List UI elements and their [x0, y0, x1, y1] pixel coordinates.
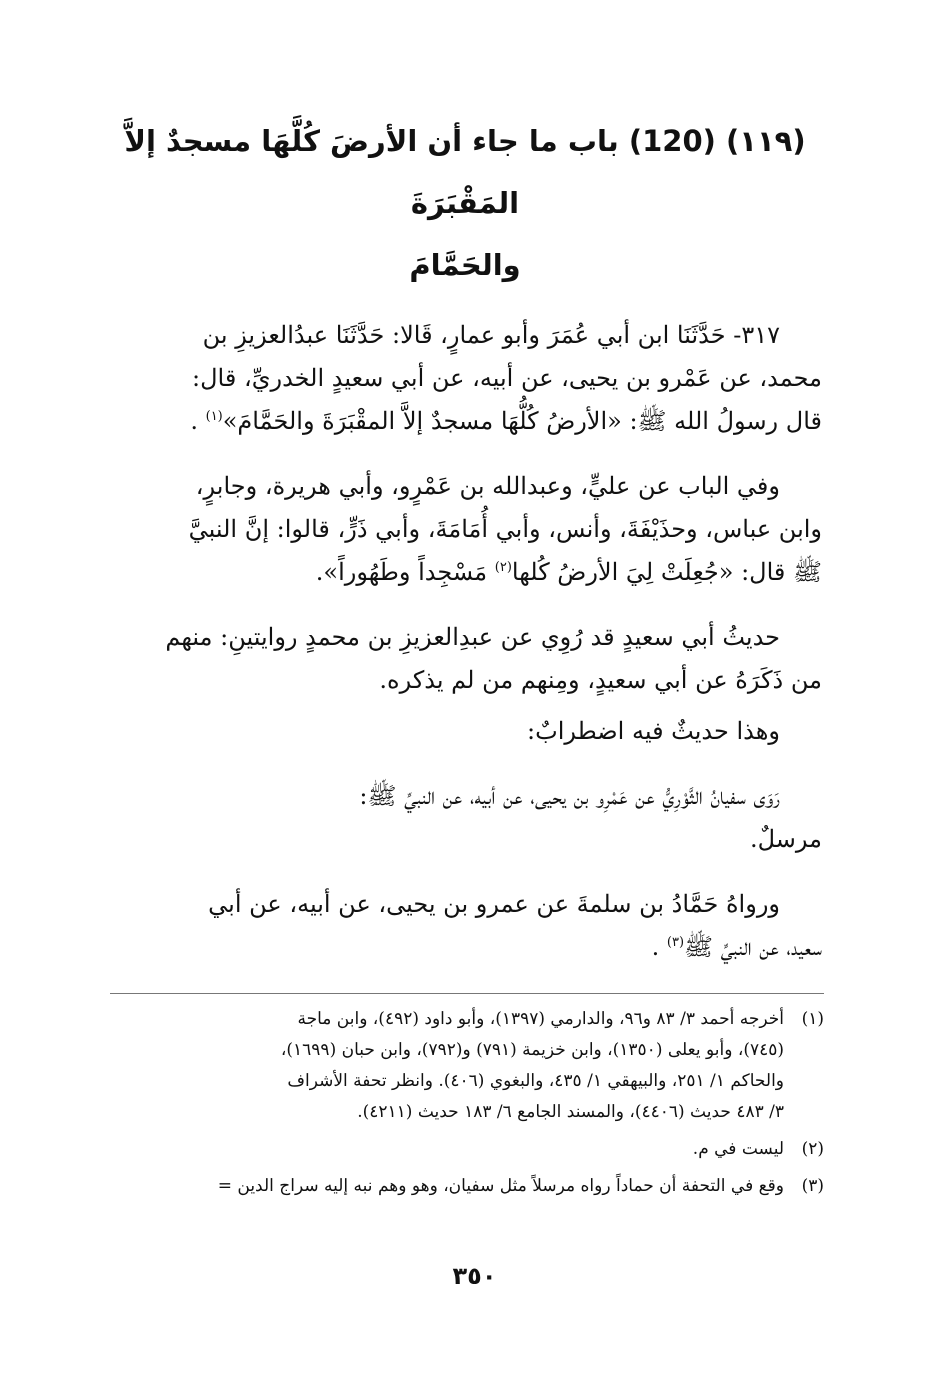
- bab-line-2: وابن عباس، وحذَيْفَةَ، وأنس، وأبي أُمَامَةَ، وأبي ذَرٍّ، قالوا: إنَّ النبيَّ: [188, 515, 822, 543]
- page-number: ٣٥٠: [452, 1262, 497, 1290]
- chapter-title-line-1: (١١٩) (120) باب ما جاء أن الأرضَ كُلَّهَا مسجدٌ إلاَّ المَقْبَرَةَ: [124, 124, 806, 220]
- hadith-317-line-3-text: قال رسولُ الله ﷺ: «الأرضُ كُلُّهَا مسجدٌ إلاَّ المقْبَرَةَ والحَمَّامَ»: [222, 407, 822, 435]
- footnote-1-line-3: والحاكم ١/ ٢٥١، والبيهقي ١/ ٤٣٥، والبغوي (٤٠٦). وانظر تحفة الأشراف: [287, 1071, 784, 1091]
- thawri-line-1: رَوَى سفيانُ الثَّوْرِيُّ عن عَمْرِو بن يحيى، عن أبيه، عن النبيِّ ﷺ:: [359, 782, 780, 810]
- hadith-317-paragraph: [108, 314, 822, 443]
- hadith-said-line-1: حديثُ أبي سعيدٍ قد رُوِي عن عبدِالعزيزِ بن محمدٍ روايتينِ: منهم: [165, 623, 780, 651]
- idtirab-paragraph: [108, 710, 822, 753]
- footnotes: [110, 1004, 824, 1208]
- hammad-line-2-b: .: [651, 933, 667, 961]
- footnote-1-line-4: ٣/ ٤٨٣ حديث (٤٤٠٦)، والمسند الجامع ٦/ ١٨٣ حديث (٤٢١١).: [357, 1102, 784, 1122]
- footnote-2-number: (٢): [801, 1139, 824, 1159]
- bab-paragraph: [108, 465, 822, 594]
- hadith-317-end: .: [190, 407, 206, 435]
- footnote-ref-3[interactable]: (٣): [666, 935, 685, 950]
- hammad-line-1: ورواهُ حَمَّادُ بن سلمةَ عن عمرو بن يحيى، عن أبيه، عن أبي: [208, 890, 780, 918]
- bab-line-3: [108, 551, 822, 594]
- footnote-ref-2[interactable]: (٢): [494, 560, 512, 575]
- hadith-317-line-3: [108, 400, 822, 443]
- page-body: [108, 110, 822, 991]
- footnote-1-number: (١): [801, 1009, 824, 1029]
- thawri-paragraph: [108, 775, 822, 861]
- footnote-divider: [110, 993, 824, 994]
- hadith-said-paragraph: [108, 616, 822, 702]
- thawri-line-2: مرسلٌ.: [749, 825, 822, 853]
- footnote-3-body: [110, 1171, 784, 1202]
- bab-line-3-a: ﷺ قال: «جُعِلَتْ لِيَ الأرضُ كُلها: [511, 558, 822, 586]
- footnote-1: [110, 1004, 824, 1128]
- hammad-line-2: [108, 926, 822, 969]
- bab-line-1: وفي الباب عن عليٍّ، وعبدالله بن عَمْرٍو، وأبي هريرة، وجابرٍ،: [195, 472, 780, 500]
- footnote-3-line-1: وقع في التحفة أن حماداً رواه مرسلاً مثل سفيان، وهو وهم نبه إليه سراج الدين =: [217, 1176, 784, 1196]
- footnote-1-body: [110, 1004, 784, 1128]
- footnote-2: [110, 1134, 824, 1165]
- chapter-title-line-2: والحَمَّامَ: [409, 248, 521, 282]
- idtirab-line: وهذا حديثٌ فيه اضطرابٌ:: [527, 717, 780, 745]
- chapter-title: [108, 110, 822, 296]
- hadith-317-line-2: محمد، عن عَمْرو بن يحيى، عن أبيه، عن أبي سعيدٍ الخدريِّ، قال:: [192, 364, 822, 392]
- bab-line-3-b: مَسْجِداً وطَهُوراً».: [315, 558, 495, 586]
- hammad-line-2-a: سعيد، عن النبيِّ ﷺ: [684, 933, 822, 961]
- hadith-said-line-2: من ذَكَرَهُ عن أبي سعيدٍ، ومِنهم من لم يذكره.: [379, 666, 822, 694]
- footnote-3: [110, 1171, 824, 1202]
- footnote-1-line-2: (٧٤٥)، وأبو يعلى (١٣٥٠)، وابن خزيمة (٧٩١) و(٧٩٢)، وابن حبان (١٦٩٩)،: [280, 1040, 784, 1060]
- footnote-1-line-1: أخرجه أحمد ٣/ ٨٣ و٩٦، والدارمي (١٣٩٧)، وأبو داود (٤٩٢)، وابن ماجة: [297, 1009, 784, 1029]
- footnote-ref-1[interactable]: (١): [205, 409, 223, 424]
- footnote-2-line-1: ليست في م.: [692, 1139, 784, 1159]
- hammad-paragraph: [108, 883, 822, 969]
- hadith-317-line-1: ٣١٧- حَدَّثَنَا ابن أبي عُمَرَ وأبو عمارٍ، قَالا: حَدَّثَنَا عبدُالعزيزِ بن: [202, 321, 780, 349]
- footnote-3-number: (٣): [801, 1176, 824, 1196]
- footnote-2-body: [110, 1134, 784, 1165]
